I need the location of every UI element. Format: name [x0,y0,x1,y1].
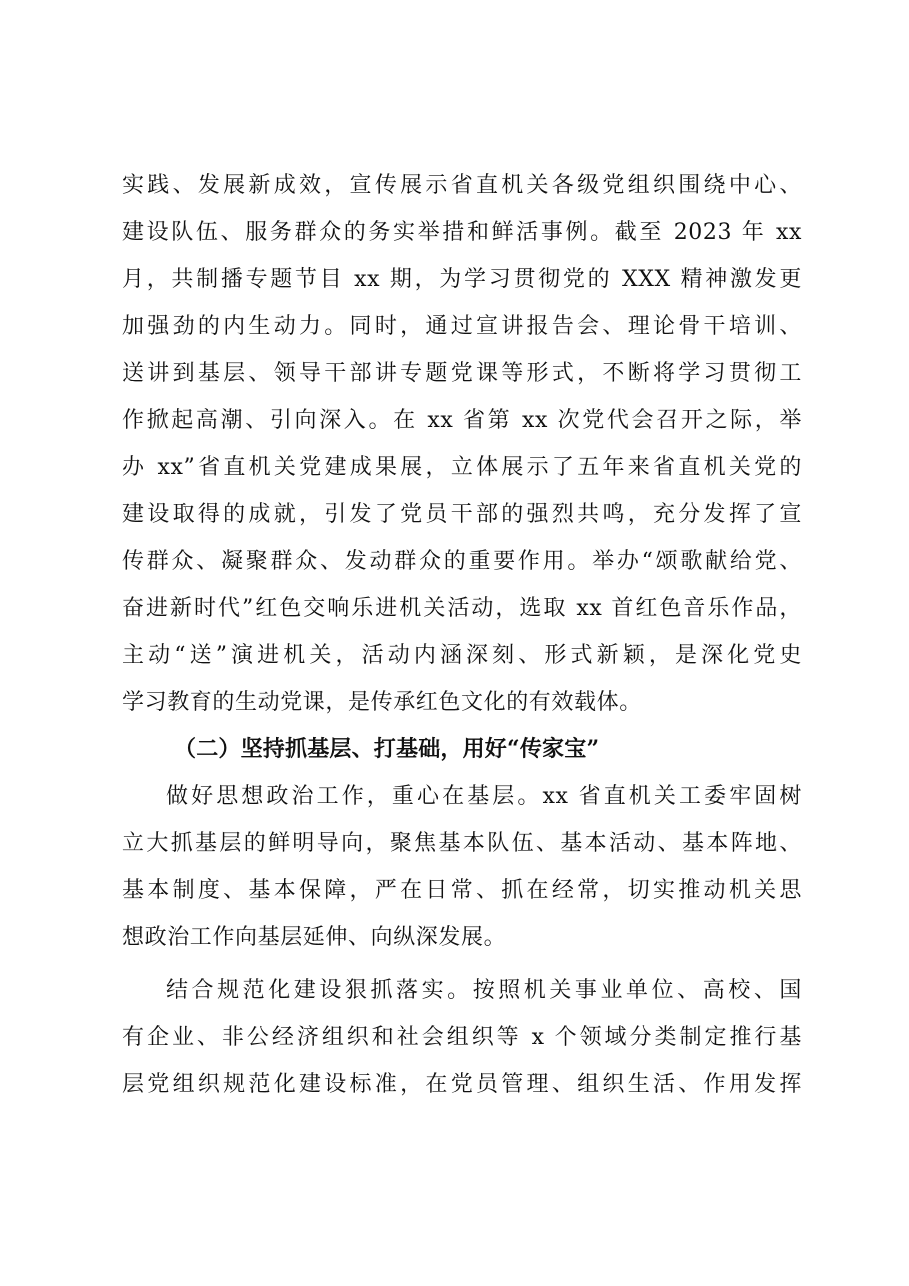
text-line: 主动“送”演进机关，活动内涵深刻、形式新颖，是深化党史 [122,643,802,668]
text-line: 办 xx”省直机关党建成果展，立体展示了五年来省直机关党的 [122,455,802,480]
text-line: 送讲到基层、领导干部讲专题党课等形式，不断将学习贯彻工 [122,361,802,386]
section-heading: （二）坚持抓基层、打基础，用好“传家宝” [174,736,600,762]
text-line: 基本制度、基本保障，严在日常、抓在经常，切实推动机关思 [122,878,802,903]
text-line: 加强劲的内生动力。同时，通过宣讲报告会、理论骨干培训、 [122,314,802,339]
text-line: 立大抓基层的鲜明导向，聚焦基本队伍、基本活动、基本阵地、 [122,831,802,856]
text-line: 传群众、凝聚群众、发动群众的重要作用。举办“颂歌献给党、 [122,549,802,574]
document-body [122,162,802,1108]
text-line: 想政治工作向基层延伸、向纵深发展。 [122,925,507,950]
text-line: 建设取得的成就，引发了党员干部的强烈共鸣，充分发挥了宣 [122,502,802,527]
text-line: 实践、发展新成效，宣传展示省直机关各级党组织围绕中心、 [122,173,802,198]
text-line: 结合规范化建设狠抓落实。按照机关事业单位、高校、国 [166,978,802,1003]
paragraph-3 [122,967,802,1108]
text-line: 建设队伍、服务群众的务实举措和鲜活事例。截至 2023 年 xx [122,220,802,245]
text-line: 月，共制播专题节目 xx 期，为学习贯彻党的 XXX 精神激发更 [122,267,802,292]
paragraph-1 [122,162,802,726]
text-line: 奋进新时代”红色交响乐进机关活动，选取 xx 首红色音乐作品， [122,596,802,621]
text-line: 有企业、非公经济组织和社会组织等 x 个领域分类制定推行基 [122,1025,802,1050]
text-line: 做好思想政治工作，重心在基层。xx 省直机关工委牢固树 [166,784,802,809]
text-line: 层党组织规范化建设标准，在党员管理、组织生活、作用发挥 [122,1072,802,1097]
text-line: 作掀起高潮、引向深入。在 xx 省第 xx 次党代会召开之际，举 [122,408,802,433]
text-line: 学习教育的生动党课，是传承红色文化的有效载体。 [122,690,642,715]
paragraph-2 [122,773,802,961]
